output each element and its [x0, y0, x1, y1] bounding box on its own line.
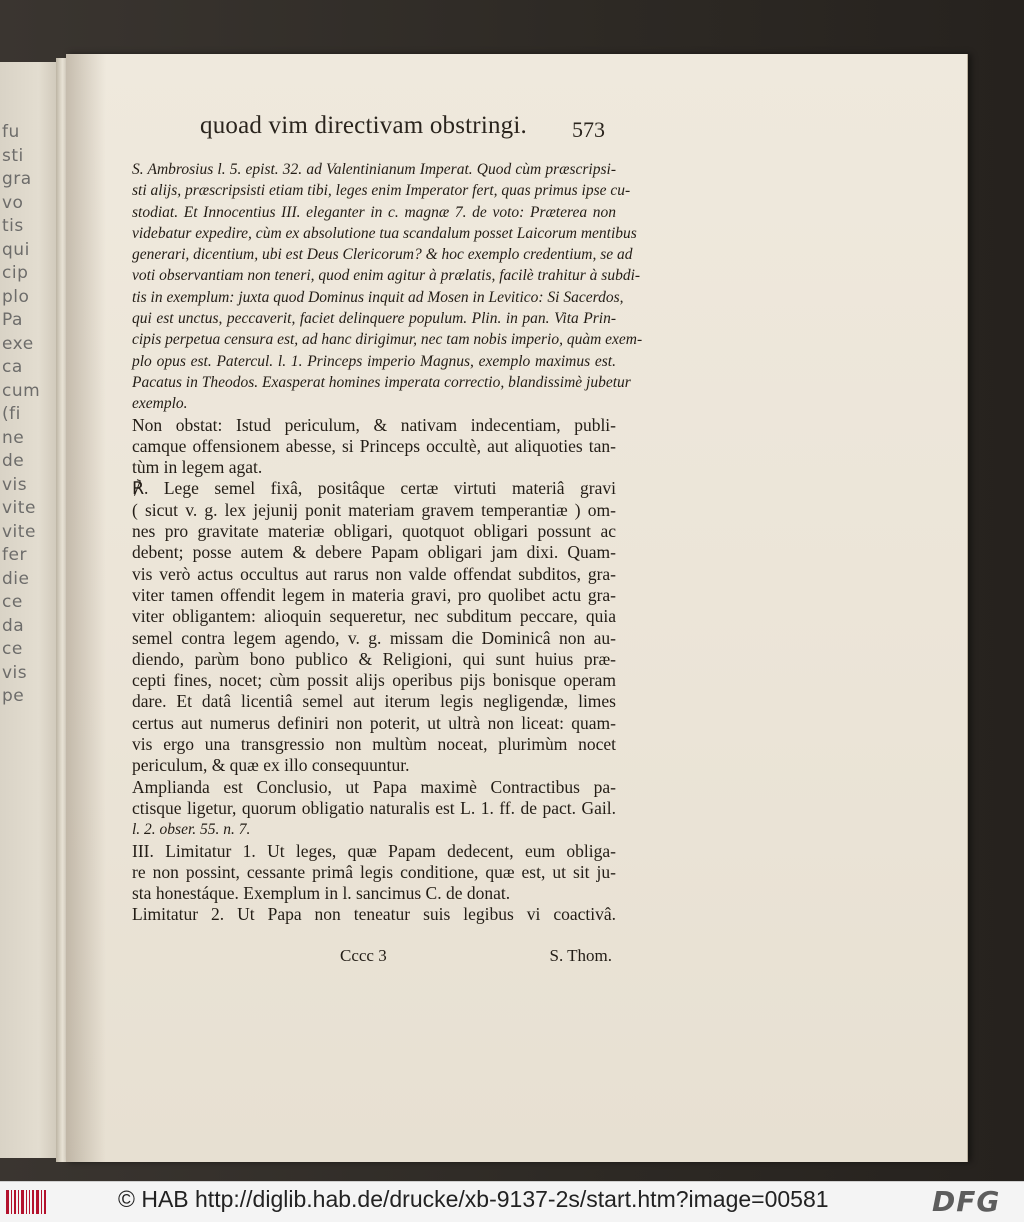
logo-bar: [14, 1190, 16, 1214]
text-line: ℟. Lege semel fixâ, positâque certæ virtuti materiâ gravi: [132, 478, 616, 499]
text-line: cipis perpetua censura est, ad hanc dirigimur, nec tam nobis imperio, quàm exem-: [132, 331, 643, 349]
previous-page-fragment: fer: [2, 545, 27, 565]
text-line: viter tamen offendit legem in materia gravi, pro quolibet actu gra-: [132, 584, 616, 605]
text-line: l. 2. obser. 55. n. 7.: [132, 821, 251, 839]
text-line: exemplo.: [132, 395, 188, 413]
logo-bar: [32, 1190, 34, 1214]
previous-page-edge: [0, 62, 64, 1158]
hab-logo-icon[interactable]: [6, 1190, 46, 1214]
previous-page-fragment: cum: [2, 380, 41, 401]
previous-page-fragment: plo: [2, 286, 30, 307]
text-line: semel contra legem agendo, v. g. missam die Dominicâ non au-: [132, 627, 616, 648]
text-line: certus aut numerus definiri non poterit, ut ultrà non liceat: quam-: [132, 712, 616, 733]
text-line: videbatur expedire, cùm ex absolutione tua scandalum posset Laicorum mentibus: [132, 224, 637, 242]
previous-page-fragment: de: [2, 451, 25, 471]
previous-page-fragment: die: [2, 568, 30, 589]
text-line: voti observantiam non teneri, quod enim agitur à prælatis, facilè trahitur à subdi-: [132, 267, 641, 285]
previous-page-fragment: ce: [2, 639, 23, 659]
previous-page-fragment: exe: [2, 333, 34, 354]
logo-bar: [21, 1190, 24, 1214]
previous-page-fragment: da: [2, 615, 25, 636]
text-line: periculum, & quæ ex illo consequuntur.: [132, 755, 410, 776]
previous-page-fragment: cip: [2, 263, 29, 283]
text-line: stodiat. Et Innocentius III. eleganter in c. magnæ 7. de voto: Præterea non: [132, 203, 616, 221]
text-line: tis in exemplum: juxta quod Dominus inquit ad Mosen in Levitico: Si Sacerdos,: [132, 288, 624, 306]
text-line: camque offensionem abesse, si Princeps occultè, aut aliquoties tan-: [132, 435, 616, 456]
logo-bar: [6, 1190, 9, 1214]
logo-bar: [36, 1190, 39, 1214]
logo-bar: [18, 1190, 19, 1214]
text-line: cepti fines, nocet; cùm possit alijs operibus pijs bonisque operam: [132, 670, 616, 691]
previous-page-fragment: ne: [2, 427, 25, 448]
previous-page-fragment: vite: [2, 521, 36, 542]
text-line: vis ergo una transgressio non multùm noceat, plurimùm nocet: [132, 734, 616, 755]
previous-page-fragment: (fi: [2, 404, 21, 424]
text-line: nes pro gravitate materiæ obligari, quotquot obligari possunt ac: [132, 521, 616, 542]
running-head: quoad vim directivam obstringi.: [200, 112, 527, 139]
text-line: dare. Et datâ licentiâ semel aut iterum legis negligendæ, limes: [132, 691, 616, 712]
signature-mark: Cccc 3: [340, 946, 387, 965]
copyright-link[interactable]: © HAB http://diglib.hab.de/drucke/xb-9137-2s/start.htm?image=00581: [118, 1186, 829, 1212]
text-line: ctisque ligetur, quorum obligatio naturalis est L. 1. ff. de pact. Gail.: [132, 797, 616, 818]
page-number: 573: [572, 117, 605, 142]
previous-page-fragment: vite: [2, 498, 36, 518]
previous-page-fragment: Pa: [2, 310, 23, 330]
text-line: qui est unctus, peccaverit, faciet delinquere populum. Plin. in pan. Vita Prin-: [132, 310, 616, 328]
previous-page-fragment: vo: [2, 192, 24, 213]
body-text: [132, 159, 643, 926]
text-line: generari, dicentium, ubi est Deus Clericorum? & hoc exemplo credentium, se ad: [132, 246, 633, 264]
text-line: viter obligantem: alioquin sequeretur, nec subditum peccare, quia: [132, 606, 616, 627]
previous-page-fragment: vis: [2, 474, 28, 495]
text-line: ( sicut v. g. lex jejunij ponit materiam gravem temperantiæ ) om-: [132, 499, 616, 520]
previous-page-fragment: gra: [2, 169, 32, 189]
text-line: Pacatus in Theodos. Exasperat homines imperata correctio, blandissimè jubetur: [132, 373, 631, 391]
text-line: plo opus est. Patercul. l. 1. Princeps imperio Magnus, exemplo maximus est.: [132, 352, 616, 370]
dfg-logo[interactable]: DFG: [932, 1185, 1001, 1218]
catchword: S. Thom.: [549, 946, 612, 965]
previous-page-fragment: fu: [2, 122, 20, 142]
page-gutter-shadow: [66, 54, 106, 1162]
page-footer-line: [320, 946, 616, 968]
previous-page-fragment: sti: [2, 145, 24, 166]
text-line: sta honestáque. Exemplum in l. sancimus C. de donat.: [132, 883, 511, 904]
previous-page-fragment: ca: [2, 357, 23, 377]
logo-bar: [41, 1190, 42, 1214]
text-line: Limitatur 2. Ut Papa non teneatur suis legibus vi coactivâ.: [132, 904, 616, 925]
logo-bar: [26, 1190, 27, 1214]
text-line: debent; posse autem & debere Papam obligari jam dixi. Quam-: [132, 542, 616, 563]
previous-page-fragment: vis: [2, 662, 28, 683]
previous-page-fragment: qui: [2, 239, 30, 260]
previous-page-fragment: ce: [2, 592, 23, 612]
text-line: III. Limitatur 1. Ut leges, quæ Papam dedecent, eum obliga-: [132, 840, 616, 861]
logo-bar: [44, 1190, 46, 1214]
previous-page-fragment: pe: [2, 686, 25, 706]
text-line: sti alijs, præscripsisti etiam tibi, leges enim Imperator fert, quas primus ipse cu-: [132, 182, 631, 200]
logo-bar: [11, 1190, 12, 1214]
previous-page-fragment: tis: [2, 216, 24, 236]
logo-bar: [29, 1190, 30, 1214]
text-line: tùm in legem agat.: [132, 457, 263, 478]
text-line: S. Ambrosius l. 5. epist. 32. ad Valentinianum Imperat. Quod cùm præscripsi-: [132, 161, 616, 178]
text-line: Non obstat: Istud periculum, & nativam indecentiam, publi-: [132, 414, 616, 435]
text-line: re non possint, cessante primâ legis conditione, quæ est, ut sit ju-: [132, 861, 616, 882]
text-line: Amplianda est Conclusio, ut Papa maximè Contractibus pa-: [132, 776, 616, 797]
text-line: diendo, parùm bono publico & Religioni, qui sunt huius præ-: [132, 648, 616, 669]
text-line: vis verò actus occultus aut rarus non valde offendat subditos, gra-: [132, 563, 616, 584]
